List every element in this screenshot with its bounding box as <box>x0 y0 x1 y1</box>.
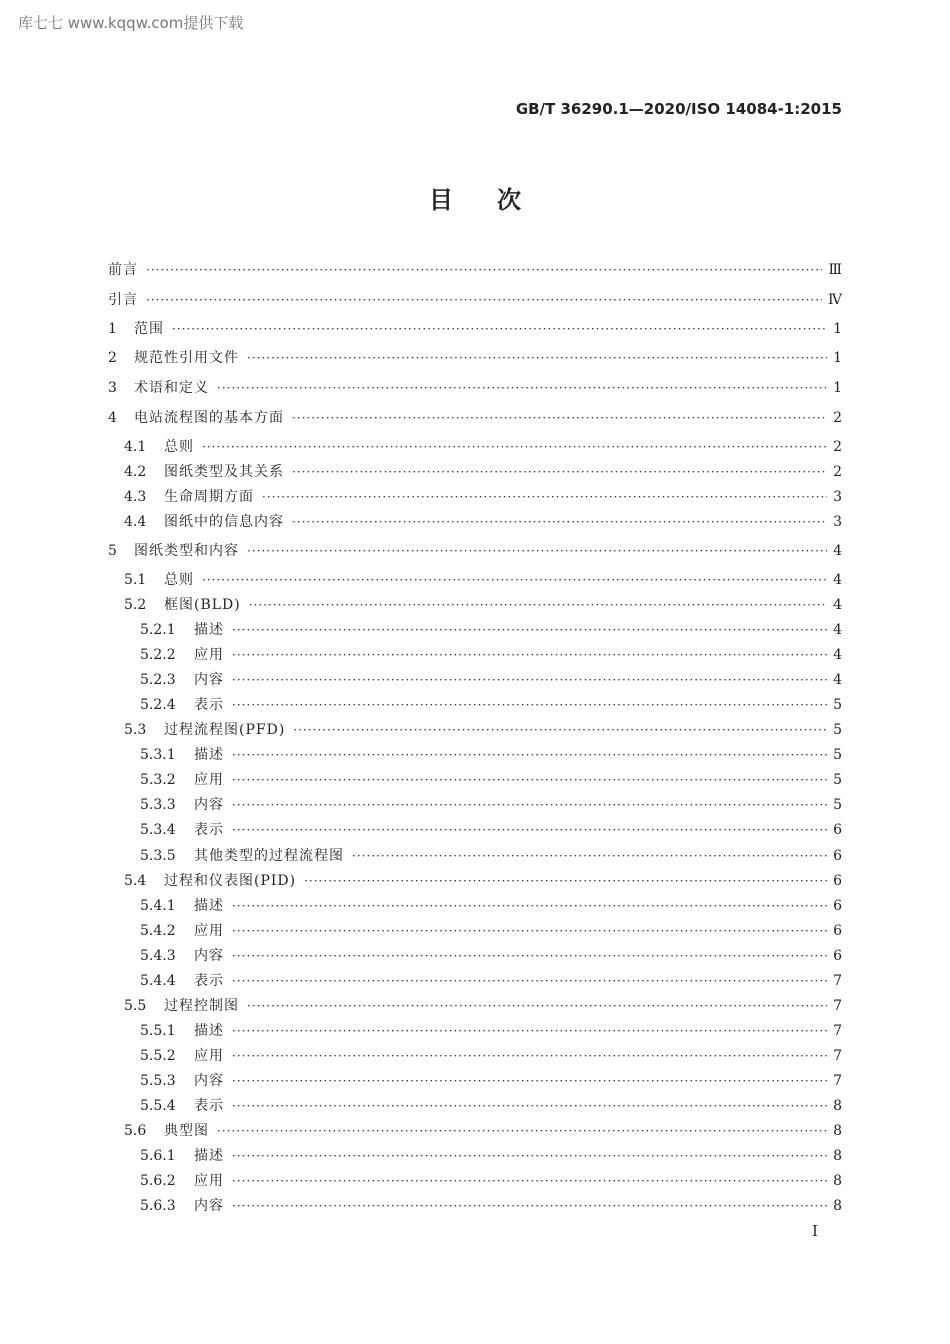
toc-leader-dots <box>232 770 827 790</box>
toc-entry[interactable] <box>124 570 842 590</box>
toc-entry-label: 引言 <box>108 292 138 308</box>
toc-leader-dots <box>232 946 827 966</box>
toc-entry-label: 描述 <box>194 1022 224 1039</box>
toc-entry-label: 表示 <box>194 1098 224 1114</box>
toc-entry[interactable] <box>140 795 842 815</box>
toc-entry-label: 描述 <box>194 897 224 914</box>
toc-entry[interactable] <box>140 921 842 941</box>
toc-entry[interactable] <box>124 595 842 615</box>
toc-entry-label: 描述 <box>194 1148 224 1165</box>
toc-entry-number: 4.1 <box>124 439 147 455</box>
toc-leader-dots <box>247 996 827 1016</box>
toc-entry[interactable] <box>140 820 842 840</box>
toc-entry-number: 5.4.4 <box>140 972 176 989</box>
toc-entry-page: Ⅳ <box>828 292 842 308</box>
toc-entry[interactable] <box>140 695 842 715</box>
toc-entry-number: 5.5.4 <box>140 1098 176 1114</box>
toc-entry[interactable] <box>124 996 842 1016</box>
toc-entry[interactable] <box>140 745 842 765</box>
toc-entry-label: 框图(BLD) <box>164 597 241 613</box>
toc-entry-label: 内容 <box>194 947 224 964</box>
toc-entry-number: 4 <box>108 410 117 426</box>
toc-entry[interactable] <box>140 1196 842 1216</box>
toc-entry-number: 4.4 <box>124 514 147 530</box>
toc-entry-page: 5 <box>833 747 842 764</box>
toc-entry-page: 1 <box>833 380 842 396</box>
toc-entry-number: 3 <box>108 380 117 396</box>
toc-entry-page: 4 <box>833 647 842 664</box>
toc-entry[interactable] <box>140 896 842 916</box>
toc-entry-page: 7 <box>833 997 842 1014</box>
toc-entry[interactable] <box>124 720 842 740</box>
toc-entry-label: 表示 <box>194 822 224 839</box>
toc-entry-label: 应用 <box>194 1173 224 1190</box>
toc-entry[interactable] <box>140 1021 842 1041</box>
toc-entry-page: 8 <box>833 1148 842 1165</box>
toc-entry[interactable] <box>140 645 842 665</box>
toc-leader-dots <box>232 1146 827 1166</box>
toc-entry-number: 5.3.1 <box>140 747 176 764</box>
toc-leader-dots <box>232 896 827 916</box>
toc-entry-number: 5.2.3 <box>140 672 176 689</box>
toc-entry-number: 5.3.3 <box>140 797 176 814</box>
toc-leader-dots <box>232 1021 827 1041</box>
toc-entry[interactable] <box>140 1096 842 1116</box>
toc-entry-label: 规范性引用文件 <box>134 350 239 366</box>
toc-entry-number: 5.4.2 <box>140 922 176 939</box>
toc-leader-dots <box>202 570 827 590</box>
toc-entry-page: 1 <box>833 321 842 337</box>
toc-leader-dots <box>292 462 827 482</box>
toc-entry-number: 5.2.4 <box>140 697 176 714</box>
toc-entry-page: Ⅲ <box>828 262 842 278</box>
toc-entry-label: 范围 <box>134 321 164 337</box>
toc-entry-page: 2 <box>833 464 842 480</box>
toc-entry-number: 5.2.2 <box>140 647 176 664</box>
toc-entry[interactable] <box>124 512 842 532</box>
toc-entry-page: 8 <box>833 1173 842 1190</box>
toc-entry-page: 6 <box>833 872 842 889</box>
toc-entry-page: 8 <box>833 1098 842 1114</box>
toc-leader-dots <box>202 437 827 457</box>
toc-leader-dots <box>247 348 827 368</box>
toc-entry-label: 过程流程图(PFD) <box>164 722 286 739</box>
toc-entry-label: 描述 <box>194 622 224 639</box>
toc-leader-dots <box>232 1046 827 1066</box>
toc-entry-label: 应用 <box>194 647 224 664</box>
toc-entry-page: 3 <box>833 514 842 530</box>
toc-entry-page: 5 <box>833 697 842 714</box>
toc-entry-number: 1 <box>108 321 117 337</box>
toc-entry-number: 5.5.2 <box>140 1047 176 1064</box>
toc-entry-number: 5.5 <box>124 997 147 1014</box>
toc-entry-number: 5.2.1 <box>140 622 176 639</box>
toc-entry-label: 内容 <box>194 797 224 814</box>
toc-entry-number: 5.2 <box>124 597 147 613</box>
toc-entry[interactable] <box>140 670 842 690</box>
toc-entry-number: 5.6.3 <box>140 1198 176 1215</box>
toc-entry[interactable] <box>140 846 842 866</box>
toc-leader-dots <box>247 541 827 561</box>
toc-leader-dots <box>172 319 827 339</box>
toc-entry-page: 6 <box>833 922 842 939</box>
toc-entry-label: 应用 <box>194 922 224 939</box>
toc-entry-page: 7 <box>833 1072 842 1089</box>
toc-entry[interactable] <box>108 408 842 428</box>
toc-entry-label: 内容 <box>194 1198 224 1215</box>
toc-entry-page: 8 <box>833 1198 842 1215</box>
toc-leader-dots <box>352 846 827 866</box>
page-number: I <box>812 1222 818 1240</box>
toc-entry-number: 5.6 <box>124 1123 147 1140</box>
toc-entry[interactable] <box>140 971 842 991</box>
toc-entry-page: 6 <box>833 847 842 864</box>
toc-entry[interactable] <box>140 770 842 790</box>
toc-leader-dots <box>262 487 827 507</box>
toc-entry-page: 6 <box>833 822 842 839</box>
toc-entry-label: 总则 <box>164 572 194 588</box>
toc-leader-dots <box>232 971 827 991</box>
toc-leader-dots <box>232 695 827 715</box>
toc-entry[interactable] <box>140 946 842 966</box>
toc-entry[interactable] <box>124 437 842 457</box>
toc-leader-dots <box>232 921 827 941</box>
toc-entry-number: 4.2 <box>124 464 147 480</box>
toc-entry[interactable] <box>124 1121 842 1141</box>
toc-entry-label: 内容 <box>194 672 224 689</box>
toc-entry-page: 5 <box>833 772 842 789</box>
toc-leader-dots <box>232 1171 827 1191</box>
standard-code: GB/T 36290.1—2020/ISO 14084-1:2015 <box>515 100 842 118</box>
toc-leader-dots <box>217 378 827 398</box>
toc-leader-dots <box>232 620 827 640</box>
toc-entry[interactable] <box>108 290 842 310</box>
toc-entry[interactable] <box>140 1046 842 1066</box>
toc-entry[interactable] <box>108 541 842 561</box>
toc-entry-page: 4 <box>833 572 842 588</box>
toc-entry[interactable] <box>108 260 842 280</box>
toc-leader-dots <box>292 512 827 532</box>
toc-entry-page: 6 <box>833 897 842 914</box>
toc-entry-label: 表示 <box>194 697 224 714</box>
toc-leader-dots <box>232 820 827 840</box>
toc-entry[interactable] <box>124 462 842 482</box>
toc-entry-page: 8 <box>833 1123 842 1140</box>
toc-entry[interactable] <box>140 1071 842 1091</box>
toc-entry[interactable] <box>108 348 842 368</box>
toc-entry-page: 7 <box>833 972 842 989</box>
toc-entry-page: 3 <box>833 489 842 505</box>
toc-entry-page: 6 <box>833 947 842 964</box>
toc-entry-number: 2 <box>108 350 117 366</box>
toc-entry-number: 4.3 <box>124 489 147 505</box>
watermark-text: 库七七 www.kqqw.com提供下载 <box>18 14 244 32</box>
toc-entry-label: 图纸中的信息内容 <box>164 514 284 530</box>
toc-entry[interactable] <box>140 1171 842 1191</box>
toc-entry-number: 5.4 <box>124 872 147 889</box>
toc-leader-dots <box>217 1121 827 1141</box>
toc-entry-number: 5.6.1 <box>140 1148 176 1165</box>
toc-entry-number: 5.4.3 <box>140 947 176 964</box>
page-title: 目次 <box>429 186 565 214</box>
toc-entry-number: 5.3 <box>124 722 147 739</box>
toc-entry[interactable] <box>124 487 842 507</box>
toc-entry-number: 5.5.3 <box>140 1072 176 1089</box>
toc-leader-dots <box>146 260 822 280</box>
toc-entry-page: 1 <box>833 350 842 366</box>
toc-entry-label: 术语和定义 <box>134 380 209 396</box>
toc-entry-number: 5.6.2 <box>140 1173 176 1190</box>
toc-entry-page: 7 <box>833 1022 842 1039</box>
toc-leader-dots <box>232 745 827 765</box>
toc-entry-page: 4 <box>833 597 842 613</box>
toc-entry-number: 5.3.5 <box>140 847 176 864</box>
toc-entry[interactable] <box>140 620 842 640</box>
toc-entry-number: 5.5.1 <box>140 1022 176 1039</box>
toc-entry-page: 2 <box>833 439 842 455</box>
toc-leader-dots <box>232 1071 827 1091</box>
toc-entry-label: 应用 <box>194 1047 224 1064</box>
toc-entry-label: 应用 <box>194 772 224 789</box>
toc-entry-number: 5.3.2 <box>140 772 176 789</box>
toc-entry[interactable] <box>108 378 842 398</box>
toc-entry[interactable] <box>108 319 842 339</box>
toc-entry[interactable] <box>140 1146 842 1166</box>
toc-entry-label: 总则 <box>164 439 194 455</box>
toc-entry-label: 图纸类型和内容 <box>134 543 239 559</box>
toc-entry-label: 过程和仪表图(PID) <box>164 872 297 889</box>
toc-entry-page: 4 <box>833 622 842 639</box>
toc-entry-label: 描述 <box>194 747 224 764</box>
toc-entry-number: 5.1 <box>124 572 147 588</box>
toc-entry-number: 5.3.4 <box>140 822 176 839</box>
toc-entry-label: 前言 <box>108 262 138 278</box>
toc-entry-label: 表示 <box>194 972 224 989</box>
toc-leader-dots <box>232 645 827 665</box>
toc-entry-label: 电站流程图的基本方面 <box>134 410 284 426</box>
toc-entry-page: 2 <box>833 410 842 426</box>
toc-entry[interactable] <box>124 871 842 891</box>
toc-leader-dots <box>304 871 827 891</box>
toc-leader-dots <box>232 1096 827 1116</box>
toc-entry-page: 7 <box>833 1047 842 1064</box>
toc-entry-label: 图纸类型及其关系 <box>164 464 284 480</box>
toc-entry-label: 过程控制图 <box>164 997 239 1014</box>
toc-leader-dots <box>232 795 827 815</box>
toc-leader-dots <box>232 1196 827 1216</box>
toc-leader-dots <box>146 290 822 310</box>
toc-entry-page: 5 <box>833 797 842 814</box>
toc-entry-number: 5.4.1 <box>140 897 176 914</box>
toc-entry-label: 生命周期方面 <box>164 489 254 505</box>
toc-entry-number: 5 <box>108 543 117 559</box>
toc-leader-dots <box>292 408 827 428</box>
toc-entry-label: 其他类型的过程流程图 <box>194 847 344 864</box>
toc-entry-page: 4 <box>833 672 842 689</box>
toc-entry-label: 内容 <box>194 1072 224 1089</box>
toc-leader-dots <box>293 720 827 740</box>
toc-leader-dots <box>232 670 827 690</box>
toc-leader-dots <box>249 595 827 615</box>
toc-entry-page: 4 <box>833 543 842 559</box>
toc-entry-label: 典型图 <box>164 1123 209 1140</box>
toc-entry-page: 5 <box>833 722 842 739</box>
